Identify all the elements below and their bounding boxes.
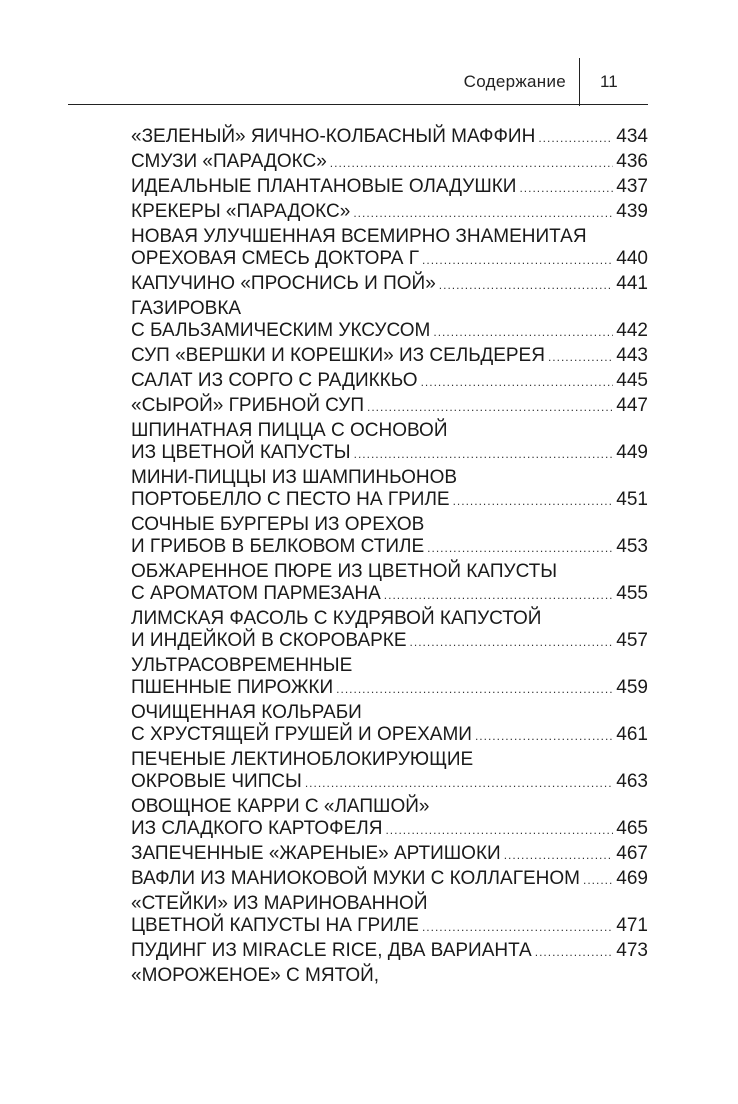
toc-entry-page: 439: [616, 201, 648, 222]
toc-entry: [131, 420, 648, 464]
dot-leader: [504, 844, 614, 866]
toc-entry-page: 473: [616, 940, 648, 961]
toc-entry-row: [131, 868, 648, 890]
toc-entry: [131, 940, 648, 962]
toc-entry-page: 436: [616, 151, 648, 172]
toc-entry: [131, 345, 648, 367]
dot-leader: [422, 249, 613, 271]
page-header: [0, 0, 738, 110]
toc-entry-title-line: ГАЗИРОВКА: [131, 298, 242, 319]
toc-entry-page: 463: [616, 771, 648, 792]
toc-entry-title-line: ЗАПЕЧЕННЫЕ «ЖАРЕНЫЕ» АРТИШОКИ: [131, 843, 501, 864]
toc-entry: [131, 893, 648, 937]
dot-leader: [475, 725, 613, 747]
dot-leader: [453, 490, 614, 512]
toc-entry-page: 447: [616, 395, 648, 416]
toc-entry-page: 453: [616, 536, 648, 557]
dot-leader: [353, 202, 613, 224]
dot-leader: [519, 177, 613, 199]
toc-entry-page: 443: [616, 345, 648, 366]
toc-entry-row: [131, 818, 648, 840]
toc-entry-title-line: ОРЕХОВАЯ СМЕСЬ ДОКТОРА Г: [131, 248, 420, 269]
toc-entry-title-line: УЛЬТРАСОВРЕМЕННЫЕ: [131, 655, 353, 676]
toc-entry-title-line: СМУЗИ «ПАРАДОКС»: [131, 151, 327, 172]
toc-entry-row: [131, 201, 648, 223]
toc-entry-row: [131, 724, 648, 746]
toc-entry-page: 457: [616, 630, 648, 651]
toc-entry: [131, 151, 648, 173]
toc-entry-title-line: И ИНДЕЙКОЙ В СКОРОВАРКЕ: [131, 630, 407, 651]
dot-leader: [385, 819, 613, 841]
toc-entry: [131, 561, 648, 605]
toc-entry-title-line: СУП «ВЕРШКИ И КОРЕШКИ» ИЗ СЕЛЬДЕРЕЯ: [131, 345, 545, 366]
toc-entry-row: [131, 940, 648, 962]
toc-entry-title-line: С БАЛЬЗАМИЧЕСКИМ УКСУСОМ: [131, 320, 431, 341]
toc-entry: [131, 226, 648, 270]
toc-entry-title-line: ИЗ ЦВЕТНОЙ КАПУСТЫ: [131, 442, 351, 463]
toc-entry-title-line: ОЧИЩЕННАЯ КОЛЬРАБИ: [131, 702, 362, 723]
toc-entry: [131, 176, 648, 198]
toc-entry-title-line: ВАФЛИ ИЗ МАНИОКОВОЙ МУКИ С КОЛЛАГЕНОМ: [131, 868, 580, 889]
toc-entry-row: [131, 151, 648, 173]
toc-entry: [131, 868, 648, 890]
running-head-title: Содержание: [463, 72, 566, 91]
toc-entry-page: 445: [616, 370, 648, 391]
table-of-contents: [131, 126, 648, 990]
dot-leader: [367, 396, 613, 418]
toc-entry-title-line: «МОРОЖЕНОЕ» С МЯТОЙ,: [131, 965, 380, 986]
toc-entry-row: [131, 248, 648, 270]
toc-entry: [131, 126, 648, 148]
toc-entry-title-line: ИДЕАЛЬНЫЕ ПЛАНТАНОВЫЕ ОЛАДУШКИ: [131, 176, 517, 197]
toc-entry-row: [131, 536, 648, 558]
header-rule: [68, 104, 648, 105]
toc-entry-title-line: КРЕКЕРЫ «ПАРАДОКС»: [131, 201, 351, 222]
toc-entry-title-line: САЛАТ ИЗ СОРГО С РАДИККЬО: [131, 370, 418, 391]
toc-entry: [131, 965, 648, 987]
toc-entry-page: 469: [616, 868, 648, 889]
toc-entry-title-line: КАПУЧИНО «ПРОСНИСЬ И ПОЙ»: [131, 273, 436, 294]
dot-leader: [427, 537, 613, 559]
toc-entry-row: [131, 630, 648, 652]
toc-entry-row: [131, 677, 648, 699]
dot-leader: [421, 371, 614, 393]
dot-leader: [336, 678, 613, 700]
toc-entry-title-line: ПЕЧЕНЫЕ ЛЕКТИНОБЛОКИРУЮЩИЕ: [131, 749, 474, 770]
toc-entry-title-line: «СТЕЙКИ» ИЗ МАРИНОВАННОЙ: [131, 893, 428, 914]
toc-entry-page: 451: [616, 489, 648, 510]
toc-entry: [131, 273, 648, 295]
toc-entry-title-line: ПУДИНГ ИЗ MIRACLE RICE, ДВА ВАРИАНТА: [131, 940, 532, 961]
toc-entry-row: [131, 771, 648, 793]
toc-entry: [131, 796, 648, 840]
toc-entry: [131, 467, 648, 511]
header-divider: [579, 58, 580, 106]
toc-entry-page: 467: [616, 843, 648, 864]
toc-entry-title-line: СОЧНЫЕ БУРГЕРЫ ИЗ ОРЕХОВ: [131, 514, 425, 535]
toc-entry-title-line: ОБЖАРЕННОЕ ПЮРЕ ИЗ ЦВЕТНОЙ КАПУСТЫ: [131, 561, 558, 582]
toc-entry: [131, 843, 648, 865]
toc-entry-row: [131, 965, 648, 987]
toc-entry: [131, 395, 648, 417]
toc-entry-page: 440: [616, 248, 648, 269]
dot-leader: [330, 152, 614, 174]
dot-leader: [305, 772, 613, 794]
toc-entry-page: 465: [616, 818, 648, 839]
dot-leader: [410, 631, 614, 653]
toc-entry-title-line: ЦВЕТНОЙ КАПУСТЫ НА ГРИЛЕ: [131, 915, 419, 936]
toc-entry-title-line: С ХРУСТЯЩЕЙ ГРУШЕЙ И ОРЕХАМИ: [131, 724, 472, 745]
toc-entry-title-line: С АРОМАТОМ ПАРМЕЗАНА: [131, 583, 381, 604]
dot-leader: [548, 346, 613, 368]
toc-entry: [131, 298, 648, 342]
toc-entry-title-line: «ЗЕЛЕНЫЙ» ЯИЧНО-КОЛБАСНЫЙ МАФФИН: [131, 126, 536, 147]
toc-entry-title-line: ЛИМСКАЯ ФАСОЛЬ С КУДРЯВОЙ КАПУСТОЙ: [131, 608, 542, 629]
toc-entry: [131, 201, 648, 223]
toc-entry-row: [131, 176, 648, 198]
toc-entry-title-line: И ГРИБОВ В БЕЛКОВОМ СТИЛЕ: [131, 536, 425, 557]
page-number: 11: [600, 72, 618, 91]
toc-entry-page: 449: [616, 442, 648, 463]
toc-entry-page: 434: [616, 126, 648, 147]
dot-leader: [422, 916, 613, 938]
dot-leader: [538, 127, 613, 149]
toc-entry-row: [131, 345, 648, 367]
toc-entry-title-line: ШПИНАТНАЯ ПИЦЦА С ОСНОВОЙ: [131, 420, 448, 441]
toc-entry-page: 459: [616, 677, 648, 698]
toc-entry-page: 442: [616, 320, 648, 341]
dot-leader: [354, 443, 614, 465]
toc-entry-row: [131, 583, 648, 605]
dot-leader: [384, 584, 614, 606]
toc-entry-page: 471: [616, 915, 648, 936]
toc-entry-row: [131, 442, 648, 464]
toc-entry-row: [131, 915, 648, 937]
toc-entry-row: [131, 395, 648, 417]
toc-entry: [131, 370, 648, 392]
toc-entry-page: 441: [616, 273, 648, 294]
toc-entry-page: 461: [616, 724, 648, 745]
dot-leader: [583, 869, 613, 891]
toc-entry-title-line: ИЗ СЛАДКОГО КАРТОФЕЛЯ: [131, 818, 383, 839]
dot-leader: [439, 274, 614, 296]
toc-entry-row: [131, 489, 648, 511]
dot-leader: [433, 321, 613, 343]
toc-entry: [131, 702, 648, 746]
toc-entry-row: [131, 320, 648, 342]
toc-entry-title-line: ПШЕННЫЕ ПИРОЖКИ: [131, 677, 334, 698]
toc-entry-page: 455: [616, 583, 648, 604]
toc-entry-row: [131, 370, 648, 392]
toc-entry-row: [131, 126, 648, 148]
toc-entry-row: [131, 843, 648, 865]
toc-entry: [131, 608, 648, 652]
toc-entry-title-line: «СЫРОЙ» ГРИБНОЙ СУП: [131, 395, 364, 416]
toc-entry: [131, 655, 648, 699]
dot-leader: [535, 941, 614, 963]
toc-entry-row: [131, 273, 648, 295]
toc-entry: [131, 749, 648, 793]
toc-entry-title-line: НОВАЯ УЛУЧШЕННАЯ ВСЕМИРНО ЗНАМЕНИТАЯ: [131, 226, 587, 247]
toc-entry-page: 437: [616, 176, 648, 197]
toc-entry: [131, 514, 648, 558]
toc-entry-title-line: МИНИ-ПИЦЦЫ ИЗ ШАМПИНЬОНОВ: [131, 467, 458, 488]
toc-entry-title-line: ОВОЩНОЕ КАРРИ С «ЛАПШОЙ»: [131, 796, 430, 817]
toc-entry-title-line: ПОРТОБЕЛЛО С ПЕСТО НА ГРИЛЕ: [131, 489, 450, 510]
toc-entry-title-line: ОКРОВЫЕ ЧИПСЫ: [131, 771, 302, 792]
